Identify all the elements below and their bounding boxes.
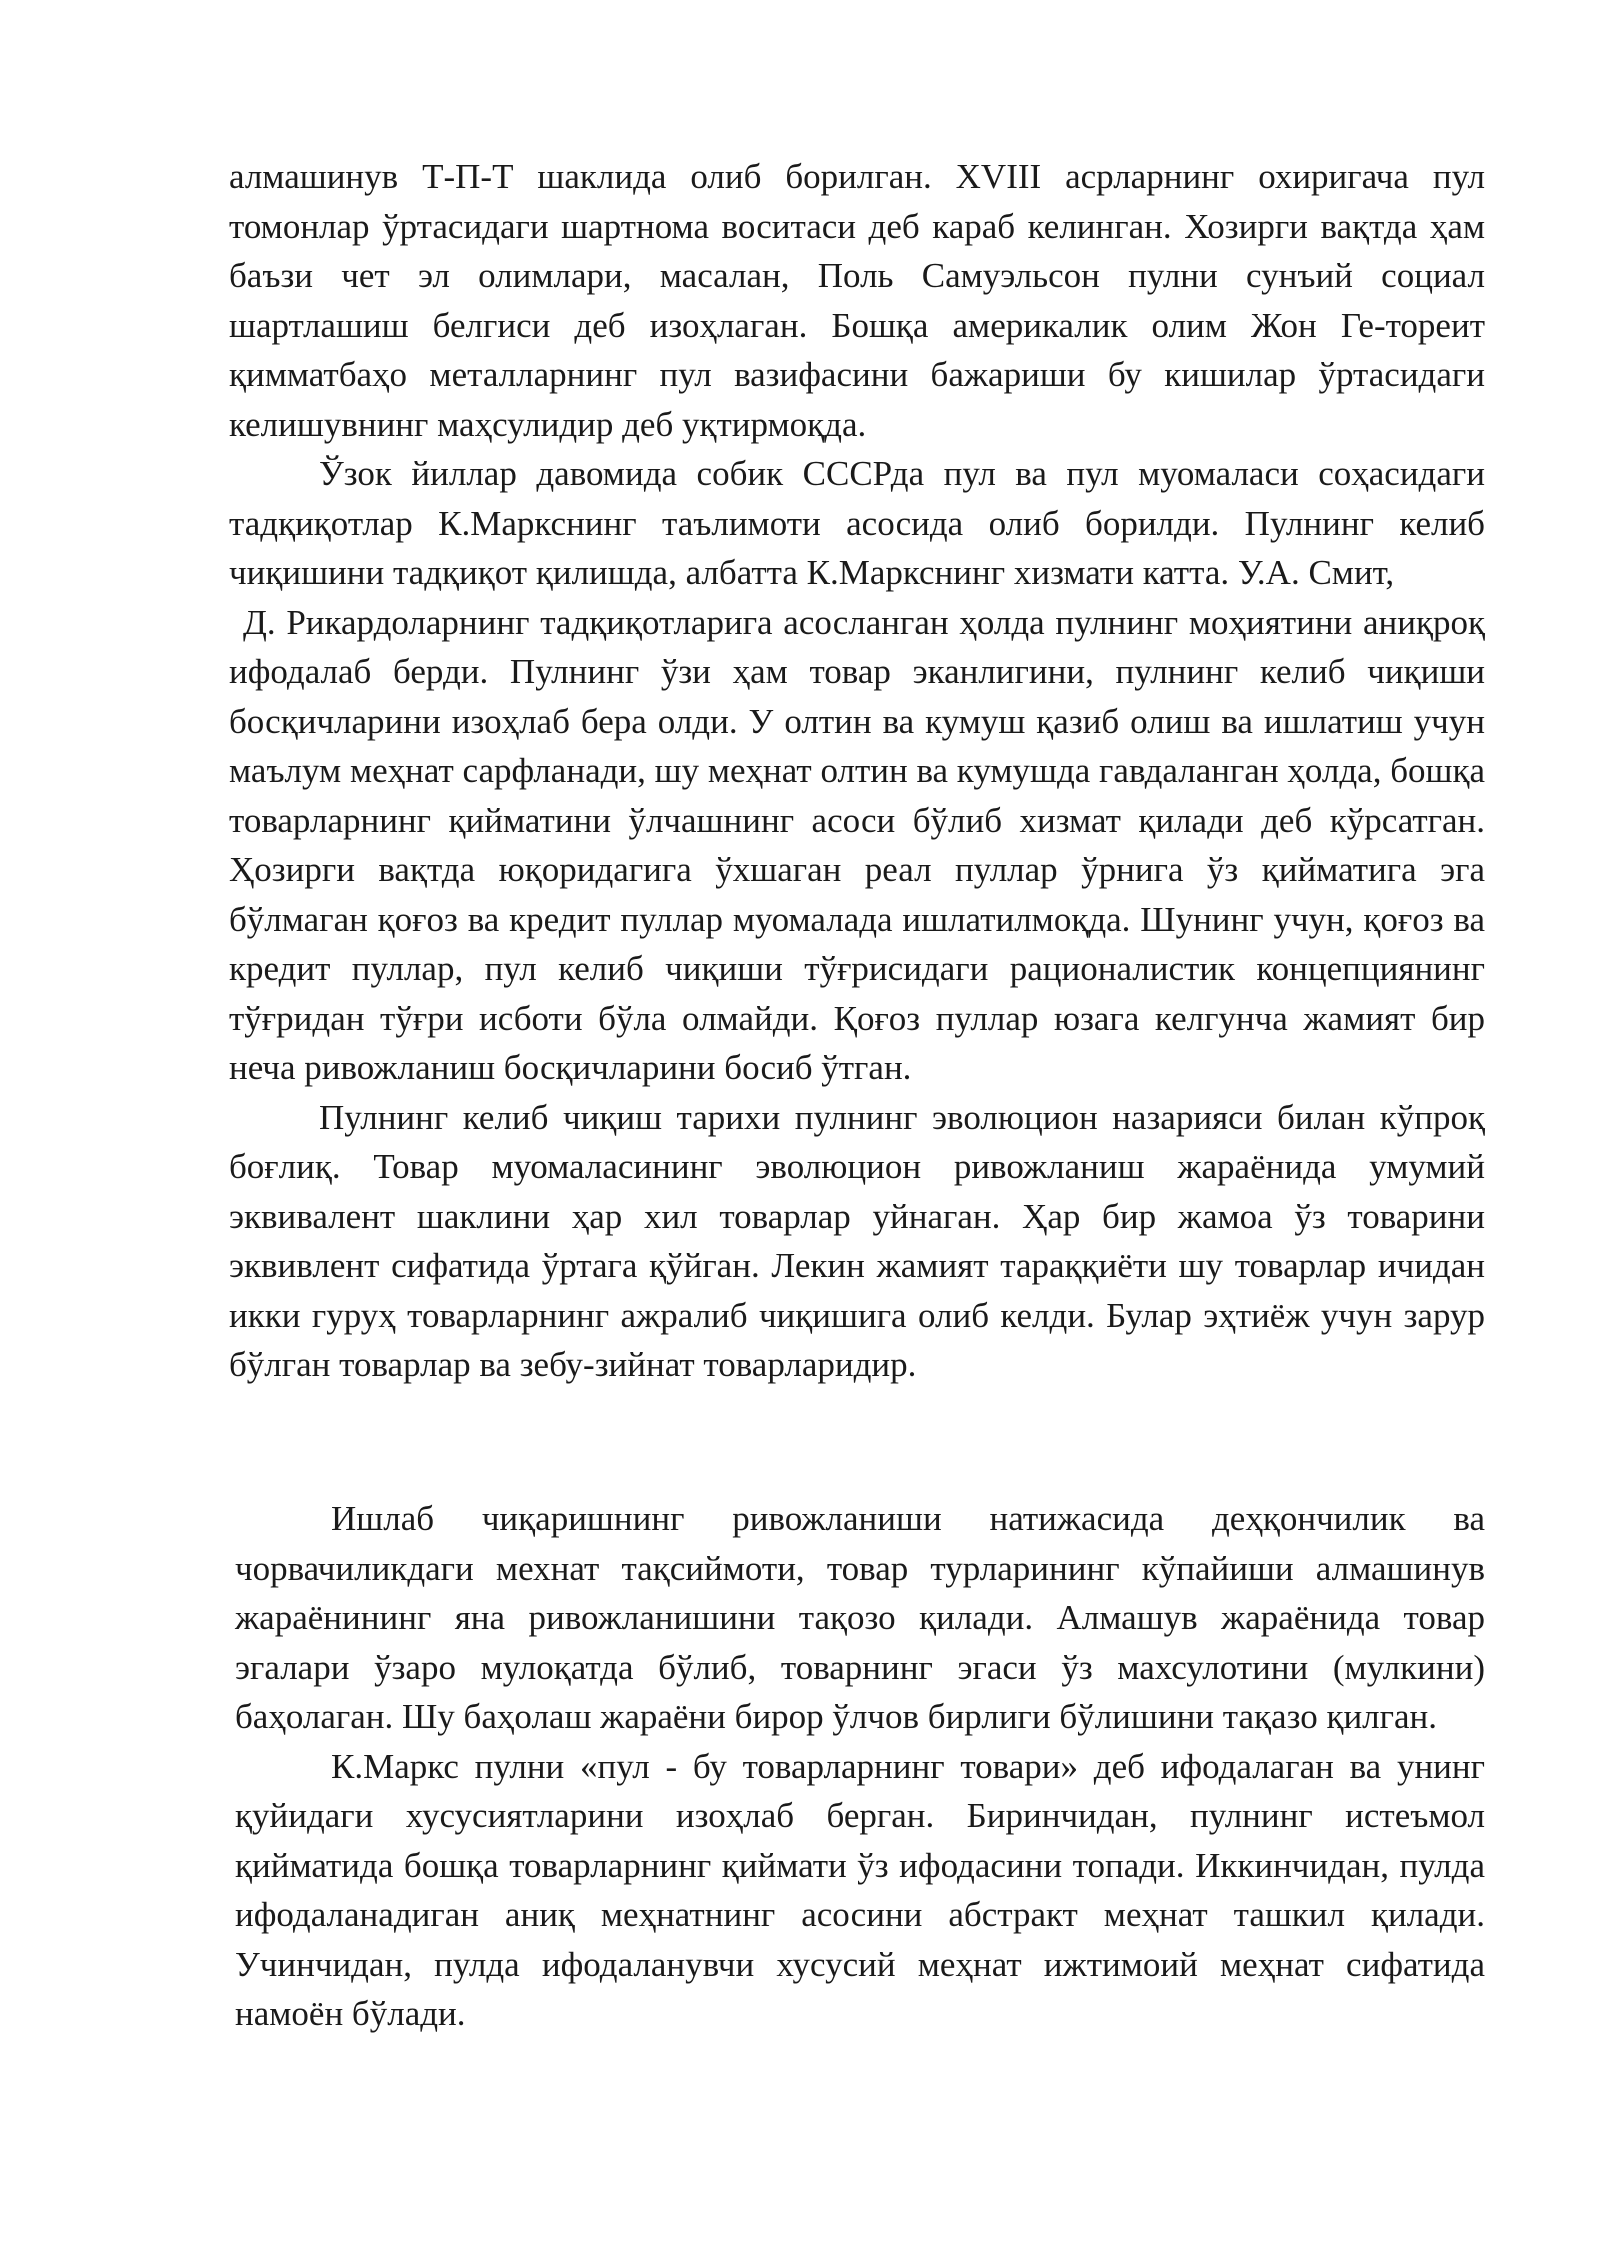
paragraph-4: Пулнинг келиб чиқиш тарихи пулнинг эволюцион назарияси билан кўпроқ боғлиқ. Товар муомаласининг эволюцион ривожланиш жараёнида умумий эквивалент шаклини ҳар хил товарлар уйнаган. Ҳар бир жамоа ўз товарини эквивлент сифатида ўртага қўйган. Лекин жамият тараққиёти шу товарлар ичидан икки гуруҳ товарларнинг ажралиб чиқишига олиб келди. Булар эҳтиёж учун зарур бўлган товарлар ва зебу-зийнат товарларидир. bbox=[229, 1097, 1485, 1384]
text-section-1 bbox=[229, 152, 1485, 1390]
paragraph-2: Ўзок йиллар давомида собик СССРда пул ва пул муомаласи соҳасидаги тадқиқотлар К.Маркснинг таълимоти асосида олиб борилди. Пулнинг келиб чиқишини тадқиқот қилишда, албатта К.Маркснинг хизмати катта. У.А. Смит, bbox=[229, 454, 1485, 592]
paragraph-1: алмашинув Т-П-Т шаклида олиб борилган. XVIII асрларнинг охиригача пул томонлар ўртасидаги шартнома воситаси деб караб келинган. Хозирги вақтда ҳам баъзи чет эл олимлари, масалан, Поль Самуэльсон пулни сунъий социал шартлашиш белгиси деб изоҳлаган. Бошқа америкалик олим Жон Ге-тореит қимматбаҳо металларнинг пул вазифасини бажариши бу кишилар ўртасидаги келишувнинг маҳсулидир деб уқтирмоқда. bbox=[229, 157, 1485, 444]
paragraph-6: К.Маркс пулни «пул - бу товарларнинг товари» деб ифодалаган ва унинг қуйидаги хусусиятларини изоҳлаб берган. Биринчидан, пулнинг истеъмол қийматида бошқа товарларнинг қиймати ўз ифодасини топади. Иккинчидан, пулда ифодаланадиган аниқ меҳнатнинг асосини абстракт меҳнат ташкил қилади. Учинчидан, пулда ифодаланувчи хусусий меҳнат ижтимоий меҳнат сифатида намоён бўлади. bbox=[235, 1746, 1485, 2033]
text-section-2 bbox=[235, 1494, 1485, 2039]
paragraph-5: Ишлаб чиқаришнинг ривожланиши натижасида деҳқончилик ва чорвачиликдаги мехнат тақсиймоти, товар турларининг кўпайиши алмашинув жараёнининг яна ривожланишини тақозо қилади. Алмашув жараёнида товар эгалари ўзаро мулоқатда бўлиб, товарнинг эгаси ўз махсулотини (мулкини) баҳолаган. Шу баҳолаш жараёни бирор ўлчов бирлиги бўлишини тақазо қилган. bbox=[235, 1499, 1485, 1736]
paragraph-3: Д. Рикардоларнинг тадқиқотларига асосланган ҳолда пулнинг моҳиятини аниқроқ ифодалаб берди. Пулнинг ўзи ҳам товар эканлигини, пулнинг келиб чиқиши босқичларини изоҳлаб бера олди. У олтин ва кумуш қазиб олиш ва ишлатиш учун маълум меҳнат сарфланади, шу меҳнат олтин ва кумушда гавдаланган ҳолда, бошқа товарларнинг қийматини ўлчашнинг асоси бўлиб хизмат қилади деб кўрсатган. Ҳозирги вақтда юқоридагига ўхшаган реал пуллар ўрнига ўз қийматига эга бўлмаган қоғоз ва кредит пуллар муомалада ишлатилмоқда. Шунинг учун, қоғоз ва кредит пуллар, пул келиб чиқиши тўғрисидаги рационалистик концепциянинг тўғридан тўғри исботи бўла олмайди. Қоғоз пуллар юзага келгунча жамият бир неча ривожланиш босқичларини босиб ўтган. bbox=[229, 602, 1485, 1087]
